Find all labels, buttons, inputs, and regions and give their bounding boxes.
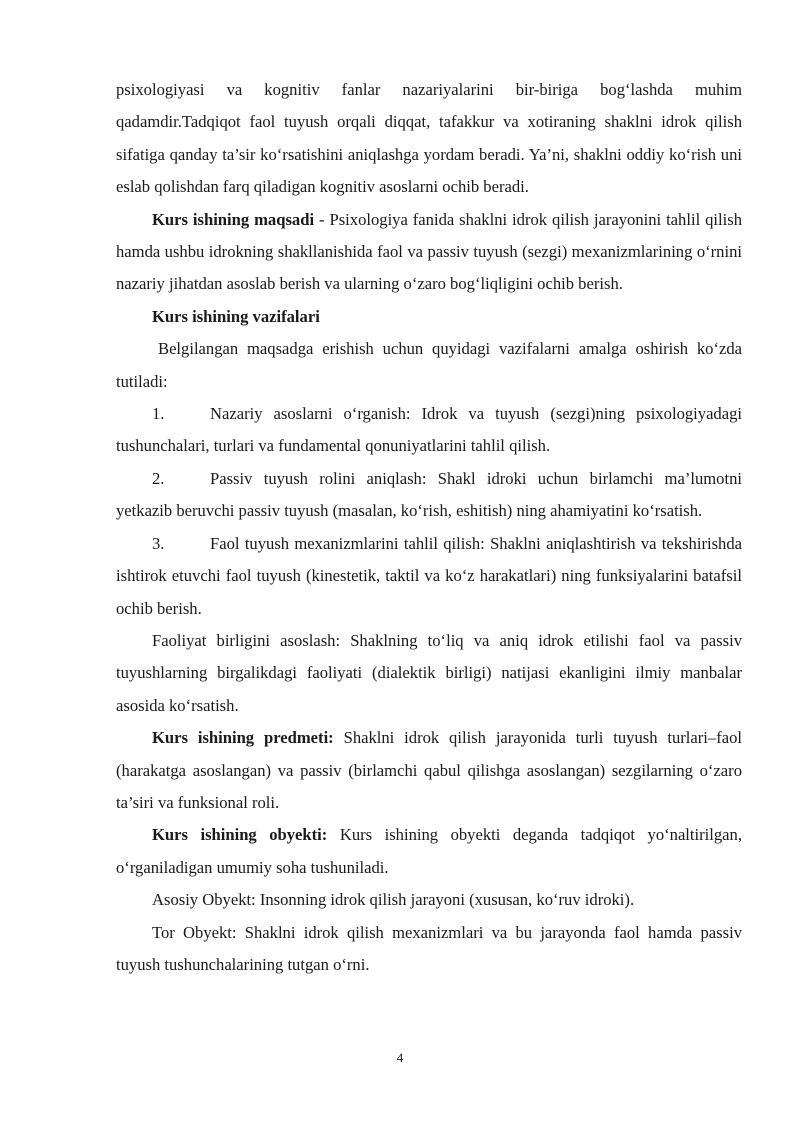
list-item-2-number: 2. bbox=[152, 468, 165, 488]
document-page bbox=[116, 74, 742, 981]
vazifalar-intro: Belgilangan maqsadga erishish uchun quyidagi vazifalarni amalga oshirish ko‘zda tutiladi: bbox=[116, 339, 742, 391]
list-item-2-text: Passiv tuyush rolini aniqlash: Shakl idroki uchun birlamchi ma’lumotni yetkazib beruvchi passiv tuyush (masalan, ko‘rish, eshitish) ning ahamiyatini ko‘rsatish. bbox=[116, 468, 742, 521]
vazifalar-heading bbox=[116, 301, 742, 333]
list-item-2 bbox=[116, 463, 742, 528]
maqsad-paragraph bbox=[116, 204, 742, 301]
maqsad-text: - Psixologiya fanida shaklni idrok qilish jarayonini tahlil qilish hamda ushbu idrokning shakllanishida faol va passiv tuyush (sezgi) mexanizmlarining o‘rnini nazariy jihatdan asoslab berish va ularning o‘zaro bog‘liqligini ochib berish. bbox=[116, 209, 742, 294]
vazifalar-heading-text: Kurs ishining vazifalari bbox=[152, 306, 320, 326]
faoliyat-paragraph: Faoliyat birligini asoslash: Shaklning to‘liq va aniq idrok etilishi faol va passiv tuyushlarning birgalikdagi faoliyati (dialektik birligi) natijasi ekanligini ilmiy manbalar asosida ko‘rsatish. bbox=[116, 630, 742, 715]
list-item-1 bbox=[116, 398, 742, 463]
tor-obyekt-paragraph: Tor Obyekt: Shaklni idrok qilish mexanizmlari va bu jarayonda faol hamda passiv tuyush tushunchalarining tutgan o‘rni. bbox=[116, 922, 742, 974]
list-item-3-number: 3. bbox=[152, 533, 165, 553]
asosiy-obyekt-paragraph: Asosiy Obyekt: Insonning idrok qilish jarayoni (xususan, ko‘ruv idroki). bbox=[152, 890, 635, 910]
predmet-label: Kurs ishining predmeti: bbox=[152, 728, 334, 748]
obyekt-paragraph bbox=[116, 819, 742, 884]
intro-paragraph: psixologiyasi va kognitiv fanlar nazariyalarini bir-biriga bog‘lashda muhim qadamdir.Tadqiqot faol tuyush orqali diqqat, tafakkur va xotiraning shaklni idrok qilish sifatiga qanday ta’sir ko‘rsatishini aniqlashga yordam beradi. Ya’ni, shaklni oddiy ko‘rish uni eslab qolishdan farq qiladigan kognitiv asoslarni ochib beradi. bbox=[116, 80, 742, 197]
obyekt-text: Kurs ishining obyekti deganda tadqiqot yo‘naltirilgan, o‘rganiladigan umumiy soha tushuniladi. bbox=[116, 825, 742, 877]
list-item-3 bbox=[116, 528, 742, 625]
maqsad-label: Kurs ishining maqsadi bbox=[152, 209, 315, 229]
predmet-paragraph bbox=[116, 722, 742, 819]
page-number: 4 bbox=[396, 1050, 404, 1065]
predmet-text: Shaklni idrok qilish jarayonida turli tuyush turlari–faol (harakatga asoslangan) va passiv (birlamchi qabul qilishga asoslangan) sezgilarning o‘zaro ta’siri va funksional roli. bbox=[116, 728, 743, 812]
obyekt-label: Kurs ishining obyekti: bbox=[152, 825, 328, 845]
list-item-3-text: Faol tuyush mexanizmlarini tahlil qilish: Shaklni aniqlashtirish va tekshirishda ishtirok etuvchi faol tuyush (kinestetik, taktil va ko‘z harakatlari) ning funksiyalarini batafsil ochib berish. bbox=[116, 533, 742, 618]
list-item-1-number: 1. bbox=[152, 404, 165, 424]
list-item-1-text: Nazariy asoslarni o‘rganish: Idrok va tuyush (sezgi)ning psixologiyadagi tushunchalari, turlari va fundamental qonuniyatlarini tahlil qilish. bbox=[116, 404, 742, 456]
